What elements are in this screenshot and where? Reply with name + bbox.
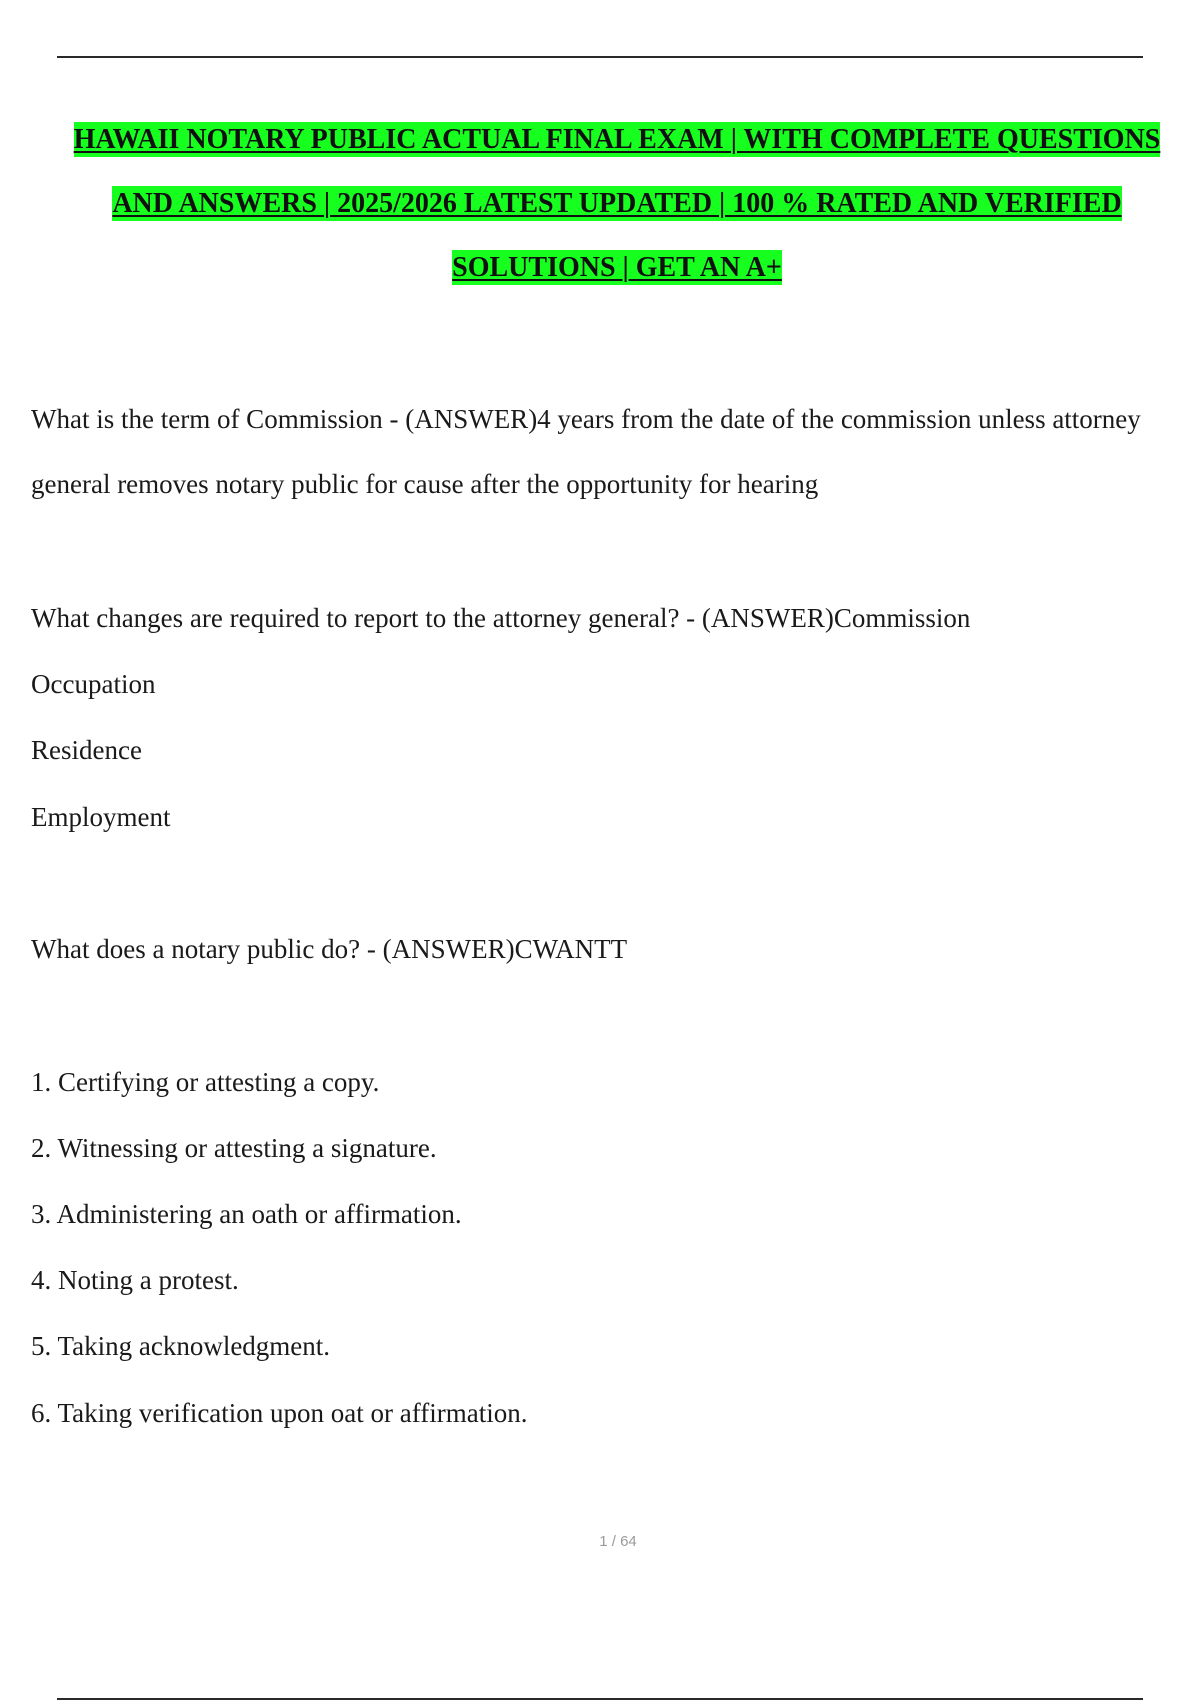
document-title [40, 108, 1194, 300]
answer-item-occupation: Occupation [31, 669, 156, 699]
answer-item-employment: Employment [31, 802, 171, 832]
question-1-line-1: What is the term of Commission - (ANSWER)4 years from the date of the commission unless attorney [31, 404, 1141, 434]
title-line-3: SOLUTIONS | GET AN A+ [452, 252, 782, 283]
header-rule [57, 56, 1143, 58]
question-3-line-1: What does a notary public do? - (ANSWER)CWANTT [31, 934, 628, 964]
list-item: 4. Noting a protest. [31, 1265, 239, 1295]
question-1-line-2: general removes notary public for cause after the opportunity for hearing [31, 469, 819, 499]
title-line-1: HAWAII NOTARY PUBLIC ACTUAL FINAL EXAM | WITH COMPLETE QUESTIONS [73, 124, 1161, 155]
list-item: 5. Taking acknowledgment. [31, 1331, 331, 1361]
title-line [40, 236, 1194, 300]
page-indicator: 1 / 64 [599, 1533, 637, 1550]
title-line [40, 108, 1194, 172]
answer-item-residence: Residence [31, 735, 142, 765]
list-item: 2. Witnessing or attesting a signature. [31, 1133, 437, 1163]
list-item: 3. Administering an oath or affirmation. [31, 1199, 462, 1229]
list-item: 1. Certifying or attesting a copy. [31, 1067, 380, 1097]
title-line [40, 172, 1194, 236]
title-line-2: AND ANSWERS | 2025/2026 LATEST UPDATED | 100 % RATED AND VERIFIED [112, 188, 1122, 219]
question-2-line-1: What changes are required to report to the attorney general? - (ANSWER)Commission [31, 603, 971, 633]
list-item: 6. Taking verification upon oat or affirmation. [31, 1398, 528, 1428]
